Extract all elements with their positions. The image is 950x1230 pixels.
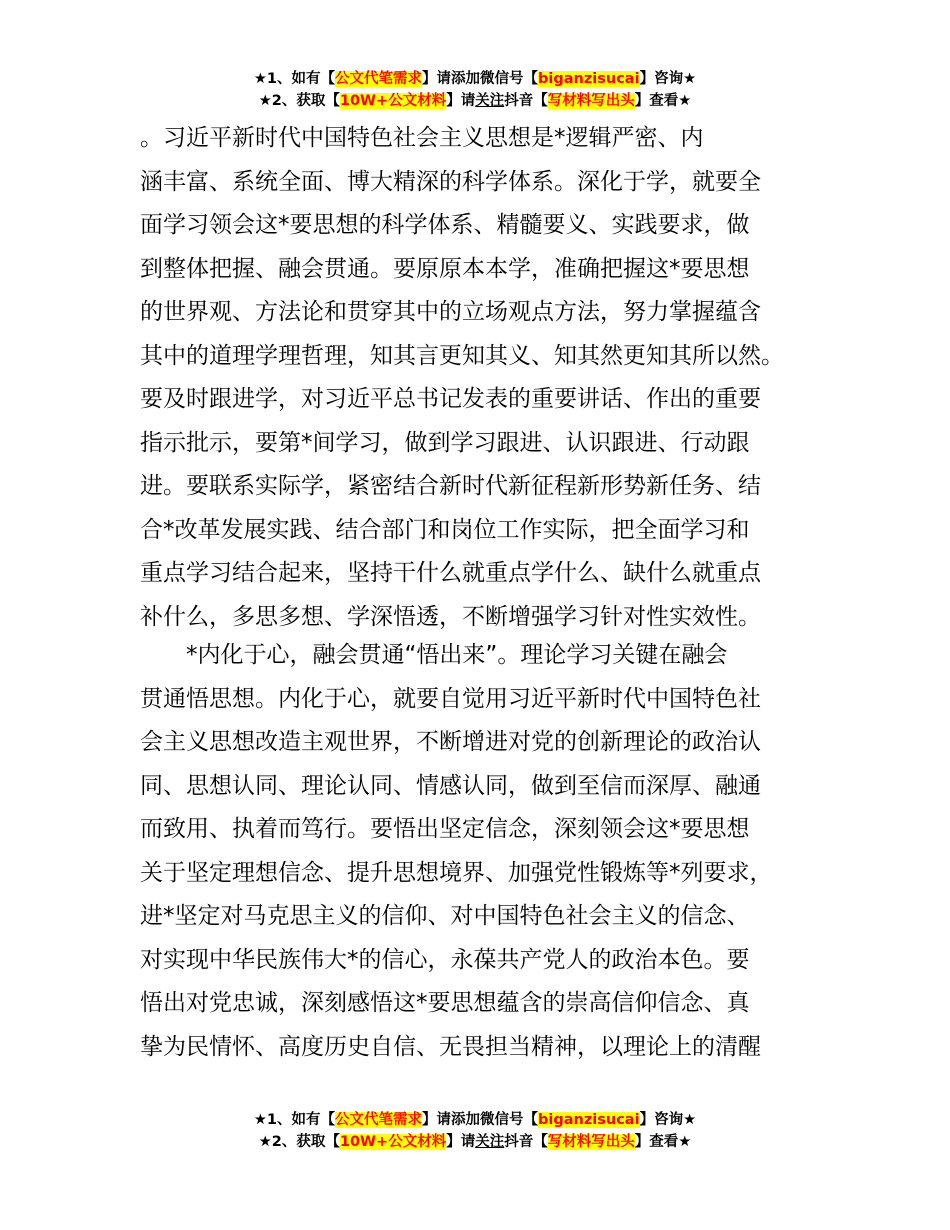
paragraph-line: 到整体把握、融会贯通。要原原本本学，准确把握这*要思想	[140, 255, 750, 282]
footer-line-1	[0, 1109, 950, 1131]
paragraph-line: 要及时跟进学，对习近平总书记发表的重要讲话、作出的重要	[140, 386, 761, 412]
paragraph-line: 进*坚定对马克思主义的信仰、对中国特色社会主义的信念、	[140, 903, 750, 929]
paragraph-line: 其中的道理学理哲理，知其言更知其义、知其然更知其所以然。	[140, 342, 784, 369]
header-line-2-middle-b: 抖音【	[504, 93, 548, 109]
footer-wechat-id: biganzisucai	[538, 1112, 640, 1128]
header-line-2-highlight: 10W+公文材料	[339, 93, 447, 109]
footer-line-2	[0, 1131, 950, 1153]
footer-line-2-suffix: 】查看★	[634, 1134, 692, 1150]
header-line-1	[0, 68, 950, 90]
footer-line-2-middle-a: 】请	[446, 1134, 476, 1150]
paragraph-line: 。习近平新时代中国特色社会主义思想是*逻辑严密、内	[140, 125, 704, 151]
paragraph-line: 对实现中华民族伟大*的信心，永葆共产党人的政治本色。要	[140, 946, 750, 973]
header-line-1-middle: 】请添加微信号【	[422, 71, 539, 87]
footer-banner	[0, 1109, 950, 1153]
header-line-2	[0, 90, 950, 112]
header-line-2-underlined: 关注	[475, 93, 505, 109]
paragraph-line: 合*改革发展实践、结合部门和岗位工作实际，把全面学习和	[140, 516, 750, 543]
paragraph-line: *内化于心，融会贯通“悟出来”。理论学习关键在融会	[186, 642, 728, 668]
header-line-1-suffix: 】咨询★	[639, 71, 697, 87]
paragraph-line: 指示批示，要第*间学习，做到学习跟进、认识跟进、行动跟	[140, 429, 750, 456]
paragraph-line: 同、思想认同、理论认同、情感认同，做到至信而深厚、融通	[140, 772, 761, 799]
paragraph-line: 面学习领会这*要思想的科学体系、精髓要义、实践要求，做	[140, 212, 750, 238]
paragraph-line: 挚为民情怀、高度历史自信、无畏担当精神，以理论上的清醒	[140, 1033, 761, 1060]
header-wechat-id: biganzisucai	[538, 71, 640, 87]
footer-line-1-middle: 】请添加微信号【	[422, 1112, 539, 1128]
paragraph-line: 补什么，多思多想、学深悟透，不断增强学习针对性实效性。	[140, 603, 761, 630]
footer-line-1-prefix: ★1、如有【	[253, 1112, 336, 1128]
header-douyin-account: 写材料写出头	[547, 93, 635, 109]
paragraph-line: 会主义思想改造主观世界，不断增进对党的创新理论的政治认	[140, 729, 761, 755]
paragraph-2	[140, 634, 830, 1069]
header-banner	[0, 68, 950, 112]
footer-line-2-prefix: ★2、获取【	[258, 1134, 340, 1150]
paragraph-line: 悟出对党忠诚，深刻感悟这*要思想蕴含的崇高信仰信念、真	[140, 990, 750, 1016]
footer-line-2-middle-b: 抖音【	[504, 1134, 548, 1150]
paragraph-line: 涵丰富、系统全面、博大精深的科学体系。深化于学，就要全	[140, 168, 761, 195]
paragraph-line: 重点学习结合起来，坚持干什么就重点学什么、缺什么就重点	[140, 560, 761, 586]
paragraph-line: 关于坚定理想信念、提升思想境界、加强党性锻炼等*列要求，	[140, 859, 773, 886]
header-line-1-prefix: ★1、如有【	[253, 71, 336, 87]
footer-douyin-account: 写材料写出头	[547, 1134, 635, 1150]
paragraph-line: 贯通悟思想。内化于心，就要自觉用习近平新时代中国特色社	[140, 685, 761, 712]
header-line-2-prefix: ★2、获取【	[258, 93, 340, 109]
paragraph-1	[140, 117, 830, 639]
footer-line-1-highlight: 公文代笔需求	[335, 1112, 423, 1128]
header-line-2-suffix: 】查看★	[634, 93, 692, 109]
header-line-1-highlight: 公文代笔需求	[335, 71, 423, 87]
footer-line-1-suffix: 】咨询★	[639, 1112, 697, 1128]
footer-line-2-underlined: 关注	[475, 1134, 505, 1150]
footer-line-2-highlight: 10W+公文材料	[339, 1134, 447, 1150]
paragraph-line: 而致用、执着而笃行。要悟出坚定信念，深刻领会这*要思想	[140, 816, 750, 842]
header-line-2-middle-a: 】请	[446, 93, 476, 109]
paragraph-line: 进。要联系实际学，紧密结合新时代新征程新形势新任务、结	[140, 473, 761, 499]
paragraph-line: 的世界观、方法论和贯穿其中的立场观点方法，努力掌握蕴含	[140, 299, 761, 325]
